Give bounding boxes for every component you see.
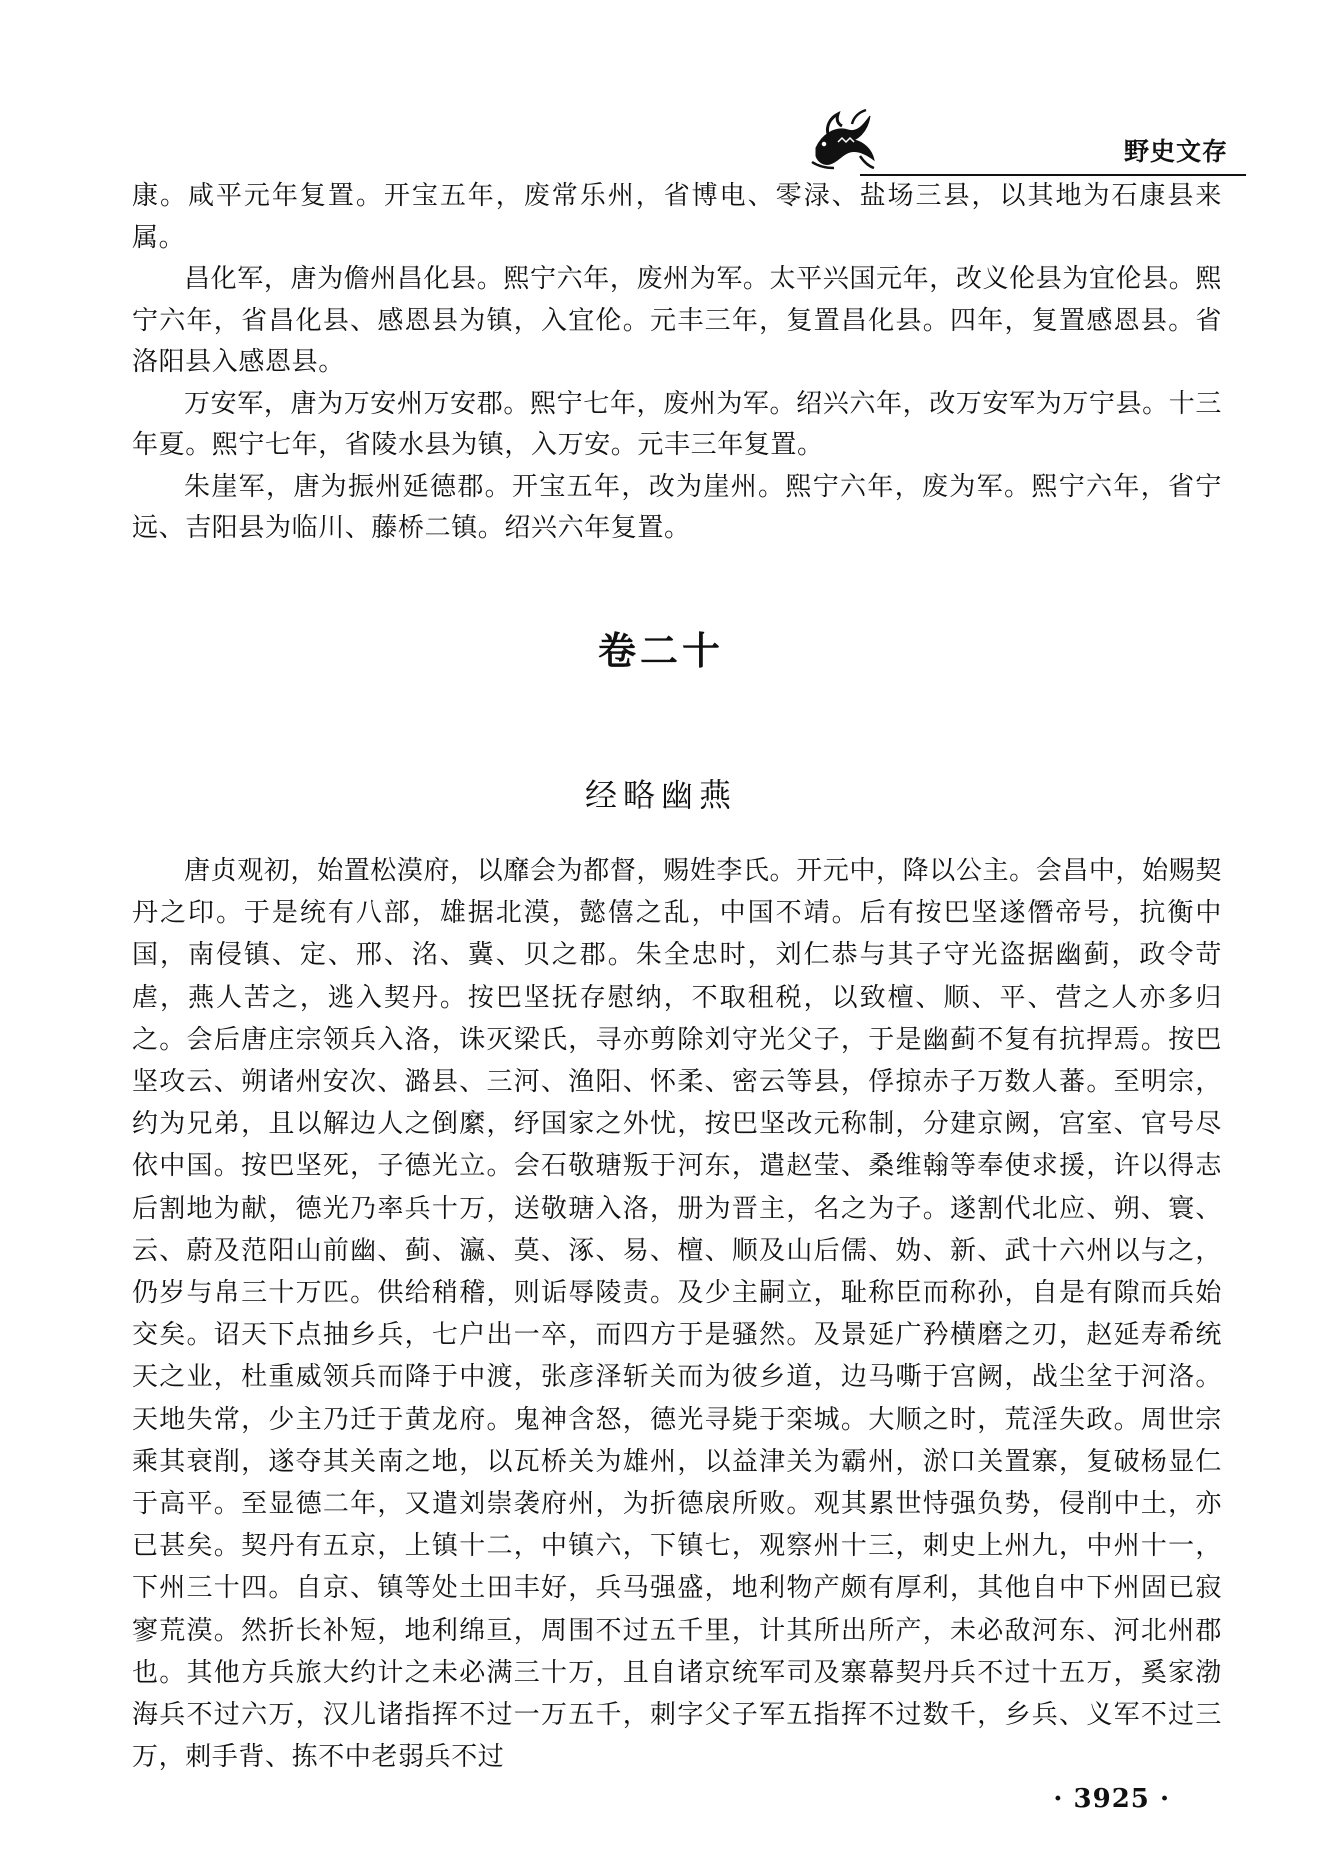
paragraph-zhuya: 朱崖军，唐为振州延德郡。开宝五年，改为崖州。熙宁六年，废为军。熙宁六年，省宁远、吉阳县为临川、藤桥二镇。绍兴六年复置。 xyxy=(132,471,1222,543)
running-header-title: 野史文存 xyxy=(1123,137,1228,166)
paragraph-wanan: 万安军，唐为万安州万安郡。熙宁七年，废州为军。绍兴六年，改万安军为万宁县。十三年夏。熙宁七年，省陵水县为镇，入万安。元丰三年复置。 xyxy=(132,388,1222,460)
running-header xyxy=(800,104,1246,176)
continued-text xyxy=(132,176,1222,550)
volume-title: 卷二十 xyxy=(597,629,724,673)
dragon-emblem-icon xyxy=(808,104,880,172)
paragraph-continued: 康。咸平元年复置。开宝五年，废常乐州，省博电、零渌、盐场三县，以其地为石康县来属。 xyxy=(132,181,1222,253)
paragraph-changhua: 昌化军，唐为儋州昌化县。熙宁六年，废州为军。太平兴国元年，改义伦县为宜伦县。熙宁六年，省昌化县、感恩县为镇，入宜伦。元丰三年，复置昌化县。四年，复置感恩县。省洛阳县入感恩县。 xyxy=(132,264,1222,377)
main-text xyxy=(132,850,1222,1778)
page-number: · 3925 · xyxy=(1053,1784,1170,1814)
section-title: 经略幽燕 xyxy=(584,776,737,814)
paragraph-main: 唐贞观初，始置松漠府，以靡会为都督，赐姓李氏。开元中，降以公主。会昌中，始赐契丹之印。于是统有八部，雄据北漠，懿僖之乱，中国不靖。后有按巴坚遂僭帝号，抗衡中国，南侵镇、定、邢、洺、冀、贝之郡。朱全忠时，刘仁恭与其子守光盗据幽蓟，政令苛虐，燕人苦之，逃入契丹。按巴坚抚存慰纳，不取租税，以致檀、顺、平、营之人亦多归之。会后唐庄宗领兵入洛，诛灭梁氏，寻亦剪除刘守光父子，于是幽蓟不复有抗捍焉。按巴坚攻云、朔诸州安次、潞县、三河、渔阳、怀柔、密云等县，俘掠赤子万数人蕃。至明宗，约为兄弟，且以解边人之倒縻，纾国家之外忧，按巴坚改元称制，分建京阙，宫室、官号尽依中国。按巴坚死，子德光立。会石敬瑭叛于河东，遣赵莹、桑维翰等奉使求援，许以得志后割地为献，德光乃率兵十万，送敬瑭入洛，册为晋主，名之为子。遂割代北应、朔、寰、云、蔚及范阳山前幽、蓟、瀛、莫、涿、易、檀、顺及山后儒、妫、新、武十六州以与之，仍岁与帛三十万匹。供给稍稽，则诟辱陵责。及少主嗣立，耻称臣而称孙，自是有隙而兵始交矣。诏天下点抽乡兵，七户出一卒，而四方于是骚然。及景延广矜横磨之刃，赵延寿希统天之业，杜重威领兵而降于中渡，张彦泽斩关而为彼乡道，边马嘶于宫阙，战尘坌于河洛。天地失常，少主乃迁于黄龙府。鬼神含怒，德光寻毙于栾城。大顺之时，荒淫失政。周世宗乘其衰削，遂夺其关南之地，以瓦桥关为雄州，以益津关为霸州，淤口关置寨，复破杨显仁于高平。至显德二年，又遣刘崇袭府州，为折德扆所败。观其累世恃强负势，侵削中土，亦已甚矣。契丹有五京，上镇十二，中镇六，下镇七，观察州十三，刺史上州九，中州十一，下州三十四。自京、镇等处土田丰好，兵马强盛，地利物产颇有厚利，其他自中下州固已寂寥荒漠。然折长补短，地利绵亘，周围不过五千里，计其所出所产，未必敌河东、河北州郡也。其他方兵旅大约计之未必满三十万，且自诸京统军司及寨幕契丹兵不过十五万，奚家渤海兵不过六万，汉儿诸指挥不过一万五千，刺字父子军五指挥不过数千，乡兵、义军不过三万，刺手背、拣不中老弱兵不过 xyxy=(132,856,1222,1773)
